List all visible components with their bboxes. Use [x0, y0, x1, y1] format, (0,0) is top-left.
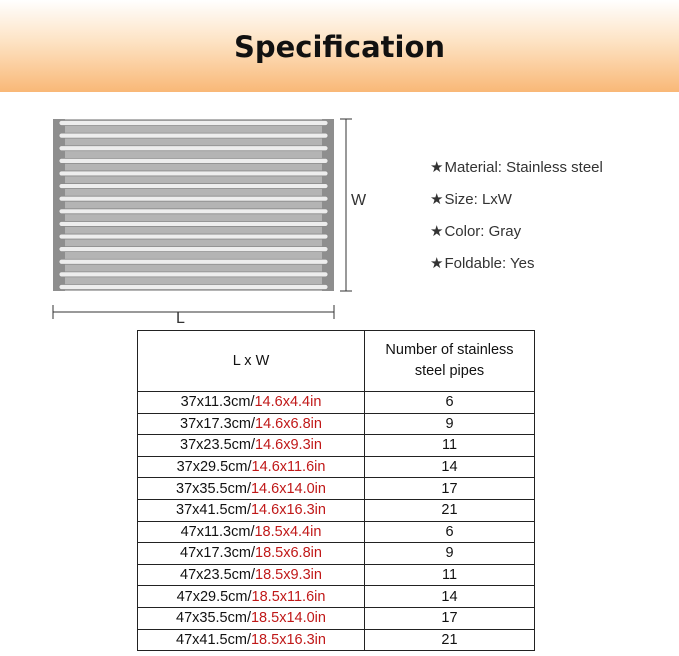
pipes-cell: 11: [365, 435, 535, 457]
header-size: L x W: [138, 331, 365, 392]
table-row: [138, 435, 535, 457]
spec-text: Color: Gray: [444, 223, 522, 240]
rack-pipe: [59, 234, 328, 239]
size-cm: 37x17.3cm/: [180, 415, 256, 432]
size-cell: [138, 564, 365, 586]
size-cm: 37x29.5cm/: [176, 459, 252, 476]
rack-pipe: [59, 158, 328, 163]
pipes-cell: 21: [365, 629, 535, 651]
size-inch: 18.5x11.6in: [251, 588, 326, 605]
header-pipes: [365, 331, 535, 392]
length-label: L: [176, 310, 185, 327]
pipes-cell: 9: [365, 413, 535, 435]
size-inch: 18.5x6.8in: [255, 545, 322, 562]
width-label: W: [351, 192, 367, 209]
table-row: [138, 392, 535, 414]
size-inch: 18.5x4.4in: [254, 523, 322, 540]
rack-right-strip: [322, 119, 334, 291]
star-icon: ★: [430, 255, 444, 272]
header-pipes-text: Number of stainless steel pipes: [385, 342, 514, 379]
rack-pipe: [59, 184, 328, 189]
table-header-row: [138, 331, 535, 392]
size-inch: 18.5x9.3in: [255, 567, 322, 584]
size-inch: 18.5x14.0in: [250, 610, 326, 627]
size-cm: 47x35.5cm/: [176, 610, 251, 627]
rack-pipe: [59, 247, 328, 252]
size-cm: 37x11.3cm/: [180, 394, 255, 411]
table-row: [138, 456, 535, 478]
rack-left-strip: [53, 119, 65, 291]
length-dimension: [53, 305, 334, 319]
spec-item-material: [430, 158, 603, 190]
rack-pipe: [59, 285, 328, 290]
pipes-cell: 17: [365, 478, 535, 500]
rack-diagram: [50, 115, 360, 325]
star-icon: ★: [430, 223, 444, 240]
size-inch: 14.6x4.4in: [254, 394, 322, 411]
size-cm: 37x41.5cm/: [176, 502, 251, 519]
pipes-cell: 14: [365, 586, 535, 608]
size-inch: 14.6x14.0in: [250, 480, 326, 497]
rack-pipe: [59, 221, 328, 226]
size-inch: 18.5x16.3in: [250, 631, 326, 648]
pipes-cell: 11: [365, 564, 535, 586]
table-row: [138, 478, 535, 500]
size-cm: 37x23.5cm/: [180, 437, 256, 454]
size-cell: [138, 392, 365, 414]
pipes-cell: 21: [365, 499, 535, 521]
spec-text: Foldable: Yes: [444, 255, 535, 272]
size-inch: 14.6x9.3in: [255, 437, 322, 454]
size-cm: 47x11.3cm/: [180, 523, 255, 540]
rack-pipe: [59, 121, 328, 126]
pipes-cell: 9: [365, 543, 535, 565]
table-row: [138, 543, 535, 565]
table-row: [138, 607, 535, 629]
size-inch: 14.6x6.8in: [255, 415, 322, 432]
page-title: Specification: [233, 30, 446, 64]
size-cell: [138, 543, 365, 565]
size-cm: 47x17.3cm/: [180, 545, 256, 562]
size-cell: [138, 456, 365, 478]
pipes-cell: 17: [365, 607, 535, 629]
rack-pipe: [59, 272, 328, 277]
spec-item-color: [430, 222, 603, 254]
pipes-cell: 6: [365, 521, 535, 543]
size-table: [137, 330, 535, 651]
size-cell: [138, 586, 365, 608]
spec-item-size: [430, 190, 603, 222]
table-row: [138, 521, 535, 543]
size-cell: [138, 499, 365, 521]
rack-pipe: [59, 146, 328, 151]
rack-pipe: [59, 209, 328, 214]
rack-pipe: [59, 259, 328, 264]
size-cm: 37x35.5cm/: [176, 480, 251, 497]
size-cm: 47x41.5cm/: [176, 631, 251, 648]
header-banner: [0, 0, 679, 92]
rack-pipe: [59, 196, 328, 201]
pipes-cell: 6: [365, 392, 535, 414]
size-cm: 47x23.5cm/: [180, 567, 256, 584]
table-row: [138, 564, 535, 586]
table-row: [138, 586, 535, 608]
spec-text: Material: Stainless steel: [444, 159, 603, 176]
table-row: [138, 629, 535, 651]
size-cell: [138, 629, 365, 651]
rack-illustration: [53, 119, 334, 291]
star-icon: ★: [430, 159, 444, 176]
rack-pipe: [59, 171, 328, 176]
size-cell: [138, 435, 365, 457]
spec-item-foldable: [430, 254, 603, 286]
pipes-cell: 14: [365, 456, 535, 478]
size-inch: 14.6x16.3in: [250, 502, 326, 519]
size-cell: [138, 413, 365, 435]
rack-pipe: [59, 133, 328, 138]
size-cm: 47x29.5cm/: [176, 588, 252, 605]
star-icon: ★: [430, 191, 444, 208]
size-cell: [138, 478, 365, 500]
size-cell: [138, 521, 365, 543]
table-row: [138, 499, 535, 521]
table-row: [138, 413, 535, 435]
spec-list: [430, 158, 603, 286]
rack-silicone-frame: [53, 119, 334, 291]
size-cell: [138, 607, 365, 629]
spec-text: Size: LxW: [444, 191, 512, 208]
size-inch: 14.6x11.6in: [251, 459, 326, 476]
